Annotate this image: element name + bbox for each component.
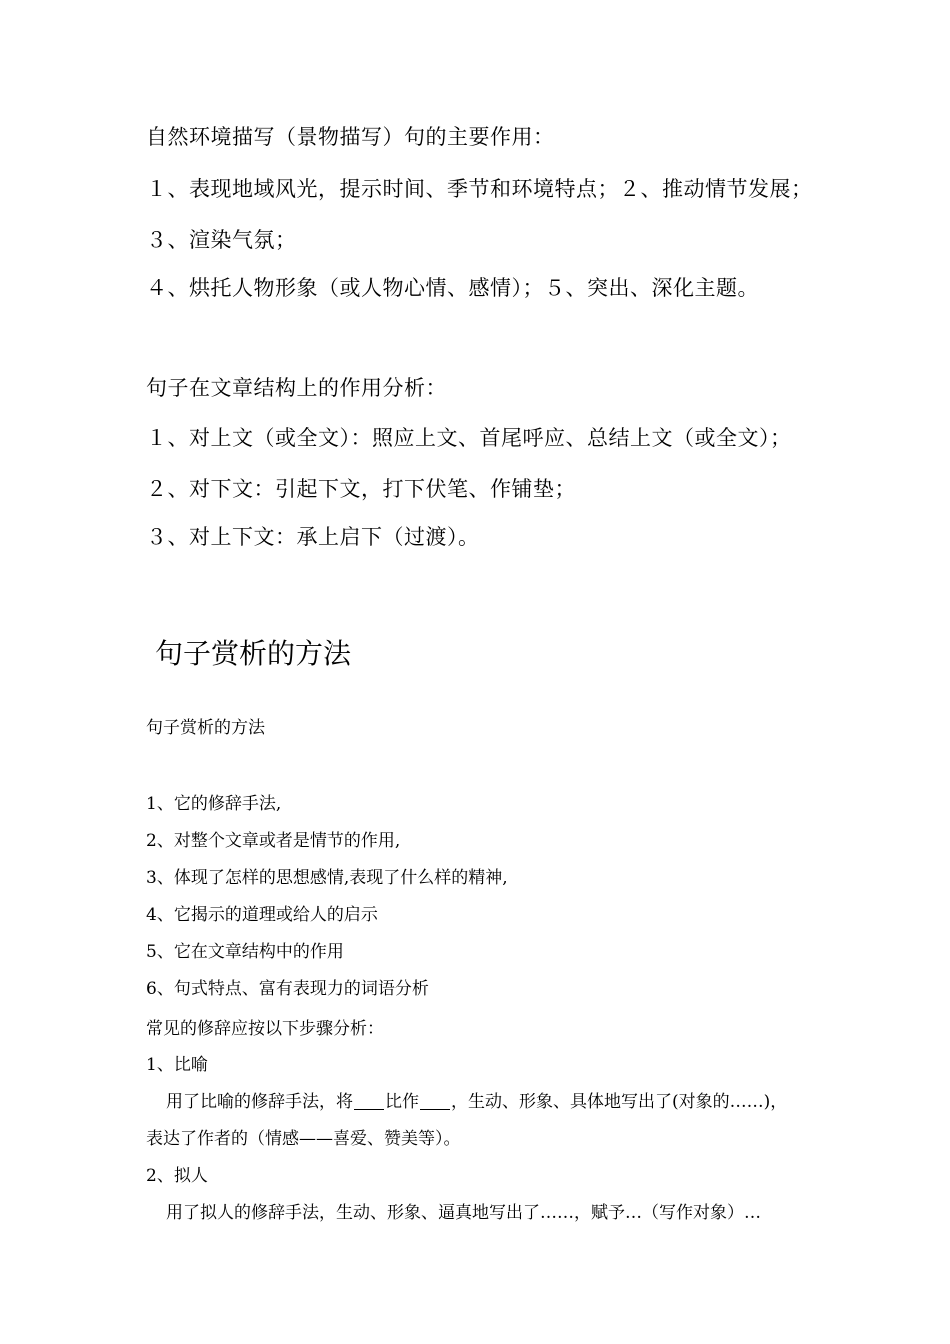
metaphor-title: 1、比喻 <box>146 1055 208 1075</box>
metaphor-text-part-1: 用了比喻的修辞手法，将 <box>166 1092 353 1112</box>
method-item-1: 1、它的修辞手法, <box>146 794 282 814</box>
section2-item-2: ２、对下文：引起下文，打下伏笔、作铺垫； <box>146 477 576 501</box>
personification-title: 2、拟人 <box>146 1166 208 1186</box>
page-heading: 句子赏析的方法 <box>155 637 352 670</box>
metaphor-text-cont: 表达了作者的（情感——喜爱、赞美等）。 <box>146 1129 461 1149</box>
metaphor-text-part-3: ，生动、形象、具体地写出了(对象的……)， <box>451 1092 788 1112</box>
subheading: 句子赏析的方法 <box>146 718 265 738</box>
fill-blank-1 <box>354 1093 384 1110</box>
fill-blank-2 <box>420 1093 450 1110</box>
method-item-2: 2、对整个文章或者是情节的作用, <box>146 831 401 851</box>
section1-title: 自然环境描写（景物描写）句的主要作用： <box>146 125 555 149</box>
section1-item-1: １、表现地域风光，提示时间、季节和环境特点；２、推动情节发展； <box>146 177 813 201</box>
section2-title: 句子在文章结构上的作用分析： <box>146 376 447 400</box>
rhetoric-intro: 常见的修辞应按以下步骤分析： <box>146 1019 384 1039</box>
metaphor-text <box>166 1087 787 1112</box>
section2-item-1: １、对上文（或全文）：照应上文、首尾呼应、总结上文（或全文）； <box>146 426 792 450</box>
section1-item-2: ３、渲染气氛； <box>146 228 297 252</box>
section1-item-3: ４、烘托人物形象（或人物心情、感情）；５、突出、深化主题。 <box>146 276 759 300</box>
personification-text: 用了拟人的修辞手法，生动、形象、逼真地写出了……，赋予…（写作对象）… <box>166 1203 761 1223</box>
method-item-3: 3、体现了怎样的思想感情,表现了什么样的精神, <box>146 868 508 888</box>
method-item-4: 4、它揭示的道理或给人的启示 <box>146 905 378 925</box>
metaphor-text-part-2: 比作 <box>385 1092 419 1112</box>
method-item-5: 5、它在文章结构中的作用 <box>146 942 344 962</box>
section2-item-3: ３、对上下文：承上启下（过渡）。 <box>146 525 480 549</box>
method-item-6: 6、句式特点、富有表现力的词语分析 <box>146 979 429 999</box>
